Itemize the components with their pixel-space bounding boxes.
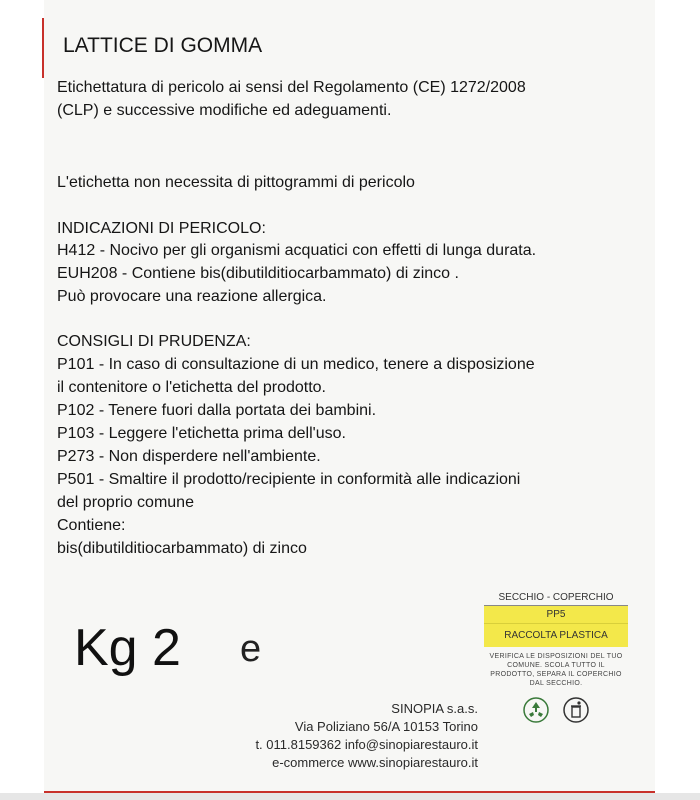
regulation-line-2: (CLP) e successive modifiche ed adeguamenti. [57, 102, 392, 119]
regulation-line-1: Etichettatura di pericolo ai sensi del Regolamento (CE) 1272/2008 [57, 79, 526, 96]
hazard-heading: INDICAZIONI DI PERICOLO: [57, 220, 266, 237]
no-pictograms-note: L'etichetta non necessita di pittogrammi di pericolo [57, 174, 415, 191]
recycle-icon [521, 695, 551, 725]
recycling-header: SECCHIO - COPERCHIO [484, 590, 628, 606]
precaution-line: P102 - Tenere fuori dalla portata dei bambini. [57, 402, 377, 419]
company-info [255, 700, 478, 772]
recycling-collection: RACCOLTA PLASTICA [484, 623, 628, 647]
frame-bottom [0, 793, 700, 800]
net-quantity: Kg 2 [74, 619, 181, 677]
recycling-box [484, 590, 628, 725]
precaution-line: bis(dibutilditiocarbammato) di zinco [57, 540, 307, 557]
precaution-line: P273 - Non disperdere nell'ambiente. [57, 448, 321, 465]
company-web: e-commerce www.sinopiarestauro.it [272, 755, 478, 770]
bin-icon [561, 695, 591, 725]
recycling-icons [484, 695, 628, 725]
recycling-note: VERIFICA LE DISPOSIZIONI DEL TUO COMUNE. SCOLA TUTTO IL PRODOTTO, SEPARA IL COPERCHIO DAL SECCHIO. [489, 653, 623, 687]
hazard-line: H412 - Nocivo per gli organismi acquatici con effetti di lunga durata. [57, 242, 537, 259]
company-contacts: t. 011.8159362 info@sinopiarestauro.it [255, 737, 478, 752]
precaution-line: P501 - Smaltire il prodotto/recipiente in conformità alle indicazioni [57, 471, 521, 488]
precaution-line: P101 - In caso di consultazione di un medico, tenere a disposizione [57, 356, 535, 373]
estimated-sign: e [240, 628, 262, 670]
precaution-line: P103 - Leggere l'etichetta prima dell'uso. [57, 425, 346, 442]
company-address: Via Poliziano 56/A 10153 Torino [294, 719, 478, 734]
frame-left [0, 0, 44, 800]
precaution-heading: CONSIGLI DI PRUDENZA: [57, 333, 251, 350]
product-label [44, 0, 655, 793]
precaution-line: Contiene: [57, 517, 126, 534]
hazard-line: EUH208 - Contiene bis(dibutilditiocarbammato) di zinco . [57, 265, 459, 282]
precaution-line: il contenitore o l'etichetta del prodotto. [57, 379, 326, 396]
hazard-line: Può provocare una reazione allergica. [57, 288, 327, 305]
frame-right [655, 0, 700, 800]
precaution-line: del proprio comune [57, 494, 194, 511]
product-title: LATTICE DI GOMMA [63, 34, 263, 57]
company-name: SINOPIA s.a.s. [391, 701, 478, 716]
recycling-material: PP5 [484, 606, 628, 623]
